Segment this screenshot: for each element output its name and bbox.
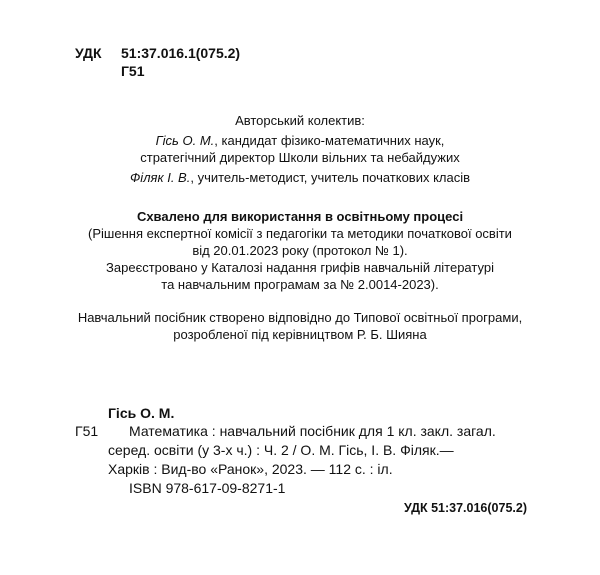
approval-line4: та навчальним програмам за № 2.0014-2023). bbox=[161, 277, 439, 292]
catalog-line2: серед. освіти (у 3-х ч.) : Ч. 2 / О. М. Гісь, І. В. Філяк.— bbox=[108, 442, 454, 458]
catalog-author: Гісь О. М. bbox=[108, 405, 175, 421]
author2-name: Філяк І. В. bbox=[129, 170, 191, 185]
author1-desc: , кандидат фізико-математичних наук, bbox=[214, 133, 445, 148]
catalog-code: Г51 bbox=[75, 423, 99, 439]
author1-line2: стратегічний директор Школи вільних та небайдужих bbox=[140, 150, 460, 165]
udk-label: УДК bbox=[75, 45, 102, 61]
author2-desc: , учитель-методист, учитель початкових класів bbox=[190, 170, 471, 185]
program-line1: Навчальний посібник створено відповідно до Типової освітньої програми, bbox=[77, 310, 523, 325]
catalog-line3: Харків : Вид-во «Ранок», 2023. — 112 с. : іл. bbox=[108, 461, 393, 477]
udk-code: 51:37.016.1(075.2) bbox=[121, 45, 241, 61]
author1-name: Гісь О. М. bbox=[155, 133, 215, 148]
approval-line1: (Рішення експертної комісії з педагогіки та методики початкової освіти bbox=[88, 226, 512, 241]
authors-heading: Авторський колектив: bbox=[235, 113, 365, 128]
catalog-line1: Математика : навчальний посібник для 1 кл. закл. загал. bbox=[129, 423, 496, 439]
program-line2: розробленої під керівництвом Р. Б. Шияна bbox=[173, 327, 427, 342]
approval-line2: від 20.01.2023 року (протокол № 1). bbox=[192, 243, 408, 258]
approval-line3: Зареєстровано у Каталозі надання грифів навчальній літературі bbox=[106, 260, 494, 275]
catalog-udk-bottom: УДК 51:37.016(075.2) bbox=[403, 501, 527, 515]
catalog-isbn: ISBN 978-617-09-8271-1 bbox=[129, 480, 286, 496]
approval-heading: Схвалено для використання в освітньому процесі bbox=[136, 209, 464, 224]
bbk-code-top: Г51 bbox=[121, 63, 145, 79]
author1-line1 bbox=[0, 133, 600, 148]
author2-line bbox=[0, 170, 600, 185]
